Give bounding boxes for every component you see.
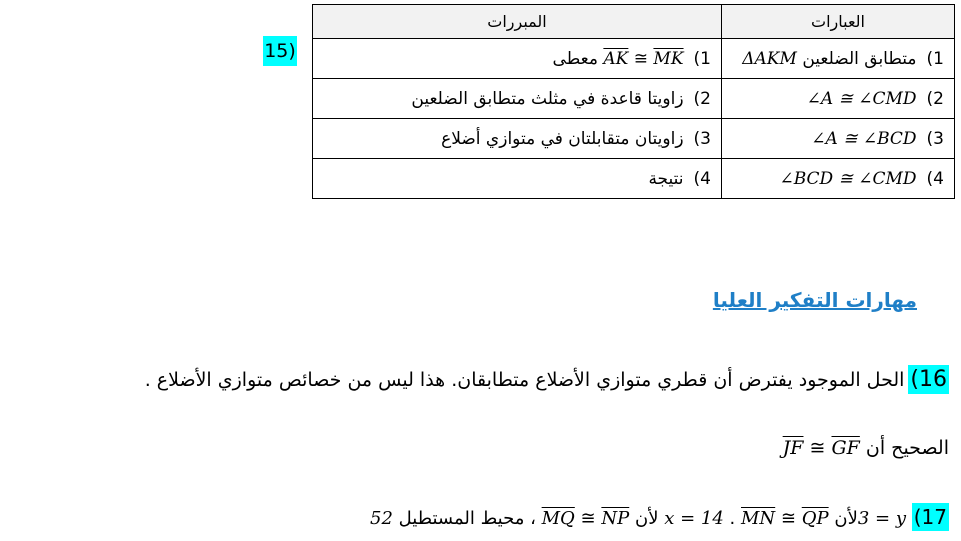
problem-number-17: 17) xyxy=(913,505,947,529)
proof-row xyxy=(313,159,955,199)
step-number: 4) xyxy=(693,168,711,189)
step-number: 1) xyxy=(693,48,711,69)
problem-16-correction xyxy=(783,437,949,459)
qp-mn-congruence xyxy=(741,508,829,529)
segment-mq: $\overline{MQ}$ xyxy=(541,508,575,529)
congruent-symbol: ≅ xyxy=(809,437,826,459)
statement-cell xyxy=(722,159,955,199)
statement-cell xyxy=(722,119,955,159)
segment-np: $\overline{NP}$ xyxy=(601,508,630,529)
correction-math xyxy=(783,437,860,459)
because-text: لأن xyxy=(834,508,858,529)
header-reasons: المبررات xyxy=(313,5,722,39)
reason-text: زاويتان متقابلتان في متوازي أضلاع xyxy=(441,128,684,149)
step-number: 2) xyxy=(926,88,944,109)
reason-text: زاويتا قاعدة في مثلث متطابق الضلعين xyxy=(411,88,684,109)
segment-mk: $\overline{MK}$ xyxy=(653,48,684,69)
correction-prefix: الصحيح أن xyxy=(865,437,949,459)
segment-mn: $\overline{MN}$ xyxy=(741,508,776,529)
statement-math: ∠BCD ≅ ∠CMD xyxy=(779,168,917,189)
reason-cell xyxy=(313,159,722,199)
problem-17-line xyxy=(370,503,949,531)
reason-text: معطى xyxy=(552,48,598,69)
np-mq-congruence xyxy=(542,508,630,529)
proof-header-row xyxy=(313,5,955,39)
segment-gf: $\overline{GF}$ xyxy=(831,437,860,459)
statement-math: ∠A ≅ ∠CMD xyxy=(806,88,917,109)
step-number: 3) xyxy=(693,128,711,149)
reason-cell xyxy=(313,39,722,79)
section-title-hots: مهارات التفكير العليا xyxy=(712,288,917,312)
step-number: 2) xyxy=(693,88,711,109)
segment-qp: $\overline{QP}$ xyxy=(801,508,829,529)
problem-16-line xyxy=(145,365,949,394)
because-text: لأن xyxy=(634,508,659,529)
proof-table xyxy=(312,4,955,199)
perimeter-value: 52 xyxy=(370,508,393,529)
congruent-symbol: ≅ xyxy=(780,508,797,529)
reason-math xyxy=(603,49,683,69)
reason-text: نتيجة xyxy=(648,168,684,189)
proof-row xyxy=(313,79,955,119)
segment-ak: $\overline{AK}$ xyxy=(603,48,629,69)
x-equation: x = 14 xyxy=(664,508,724,529)
segment-jf: $\overline{JF}$ xyxy=(782,437,804,459)
step-number: 3) xyxy=(926,128,944,149)
problem-number-15: 15) xyxy=(263,36,297,66)
congruent-symbol: ≅ xyxy=(580,508,596,529)
period: . xyxy=(729,508,736,529)
statement-math: ΔAKM xyxy=(742,48,797,69)
statement-text: متطابق الضلعين xyxy=(802,48,917,69)
step-number: 4) xyxy=(926,168,944,189)
reason-cell xyxy=(313,119,722,159)
perimeter-text: ، محيط المستطيل xyxy=(398,508,536,529)
header-statements: العبارات xyxy=(722,5,955,39)
statement-cell xyxy=(722,39,955,79)
problem-number-16: 16) xyxy=(910,367,947,392)
statement-math: ∠A ≅ ∠BCD xyxy=(811,128,917,149)
statement-cell xyxy=(722,79,955,119)
reason-cell xyxy=(313,79,722,119)
problem-16-text: الحل الموجود يفترض أن قطري متوازي الأضلاع متطابقان. هذا ليس من خصائص متوازي الأضلاع . xyxy=(144,369,905,391)
proof-row xyxy=(313,39,955,79)
step-number: 1) xyxy=(926,48,944,69)
y-equation: 3 = y xyxy=(857,508,906,529)
congruent-symbol: ≅ xyxy=(633,48,649,69)
proof-row xyxy=(313,119,955,159)
